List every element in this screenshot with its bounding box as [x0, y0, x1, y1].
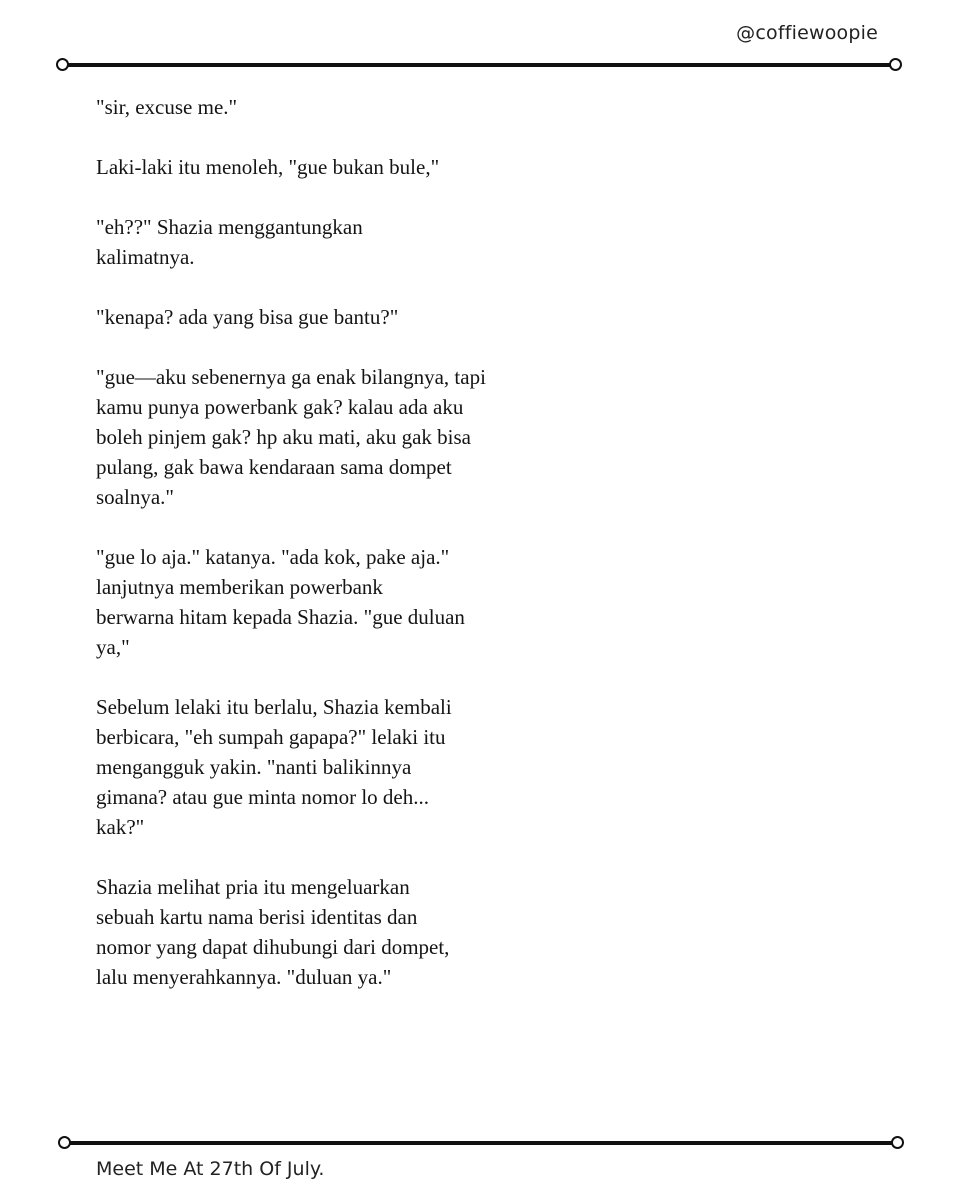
bottom-divider: [64, 1141, 898, 1145]
story-text: [96, 92, 496, 1022]
divider-endpoint-right: [889, 58, 902, 71]
author-handle: @coffiewoopie: [736, 22, 878, 44]
divider-endpoint-right: [891, 1136, 904, 1149]
story-paragraph: Shazia melihat pria itu mengeluarkan sebuah kartu nama berisi identitas dan nomor yang dapat dihubungi dari dompet, lalu menyerahkannya. "duluan ya.": [96, 875, 450, 989]
story-paragraph: Sebelum lelaki itu berlalu, Shazia kembali berbicara, "eh sumpah gapapa?" lelaki itu mengangguk yakin. "nanti balikinnya gimana? atau gue minta nomor lo deh... kak?": [96, 695, 452, 839]
story-paragraph: "sir, excuse me.": [96, 95, 238, 119]
story-paragraph: "gue—aku sebenernya ga enak bilangnya, tapi kamu punya powerbank gak? kalau ada aku boleh pinjem gak? hp aku mati, aku gak bisa pulang, gak bawa kendaraan sama dompet soalnya.": [96, 365, 486, 509]
top-divider: [62, 63, 896, 67]
story-paragraph: "kenapa? ada yang bisa gue bantu?": [96, 305, 399, 329]
story-paragraph: Laki-laki itu menoleh, "gue bukan bule,": [96, 155, 440, 179]
story-paragraph: "gue lo aja." katanya. "ada kok, pake aja." lanjutnya memberikan powerbank berwarna hitam kepada Shazia. "gue duluan ya,": [96, 545, 465, 659]
divider-endpoint-left: [56, 58, 69, 71]
story-title: Meet Me At 27th Of July.: [96, 1158, 325, 1180]
divider-endpoint-left: [58, 1136, 71, 1149]
story-paragraph: "eh??" Shazia menggantungkan kalimatnya.: [96, 215, 363, 269]
